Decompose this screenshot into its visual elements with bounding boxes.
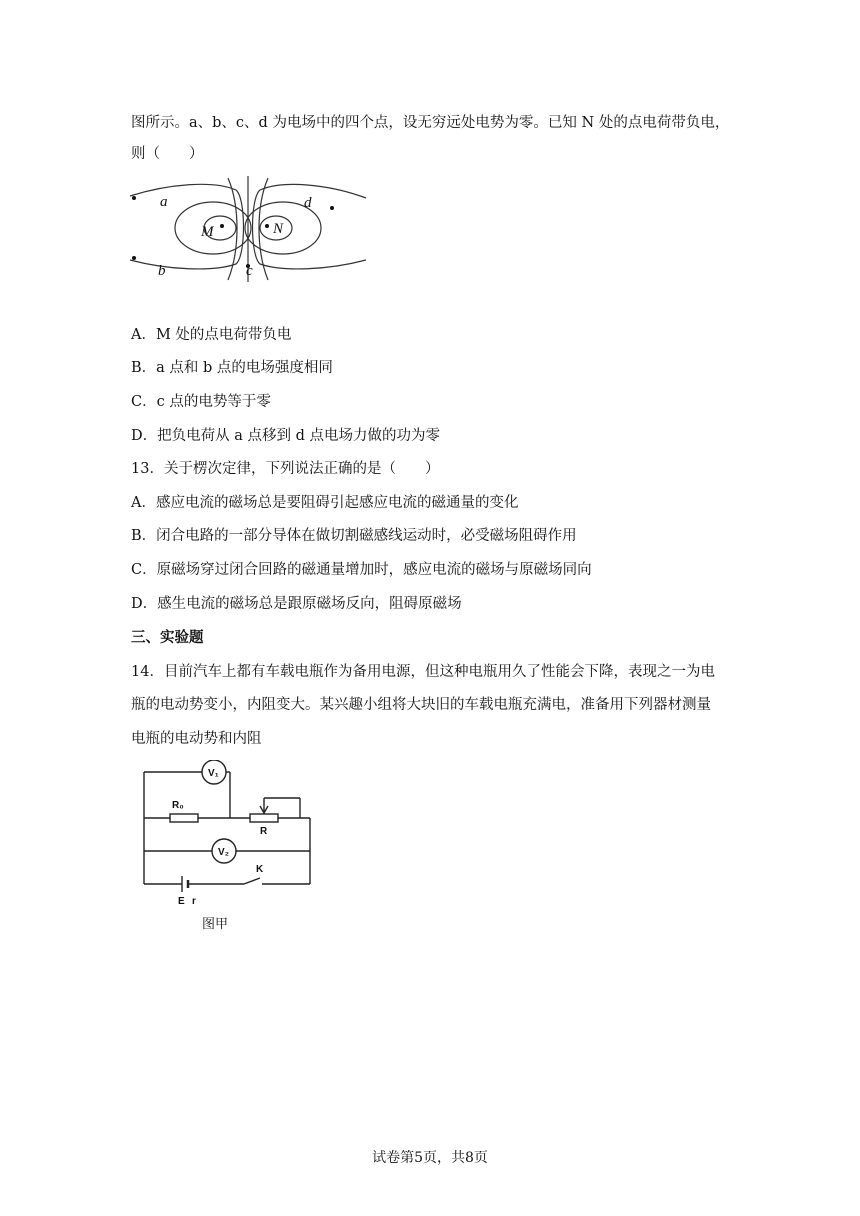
label-K: K — [256, 864, 264, 875]
q12-stem-line1: 图所示。a、b、c、d 为电场中的四个点，设无穷远处电势为零。已知 N 处的点电荷带负电， — [131, 115, 730, 131]
section-heading: 三、实验题 — [131, 629, 204, 646]
label-V1: V₁ — [208, 768, 219, 779]
q12-option-b: B．a 点和 b 点的电场强度相同 — [131, 360, 333, 376]
circuit-caption: 图甲 — [202, 917, 229, 932]
q14-line2: 瓶的电动势变小，内阻变大。某兴趣小组将大块旧的车载电瓶充满电，准备用下列器材测量 — [131, 697, 711, 713]
label-r: r — [192, 896, 196, 907]
q13-option-c: C．原磁场穿过闭合回路的磁通量增加时，感应电流的磁场与原磁场同向 — [131, 562, 592, 578]
q12-option-d: D．把负电荷从 a 点移到 d 点电场力做的功为零 — [131, 428, 440, 444]
label-E: E — [178, 896, 185, 907]
circuit-figure — [132, 760, 322, 938]
q13-stem: 13．关于楞次定律，下列说法正确的是（ ） — [131, 461, 440, 477]
electric-field-figure — [128, 176, 368, 282]
label-b: b — [158, 263, 166, 279]
q12-option-a: A．M 处的点电荷带负电 — [131, 327, 292, 343]
label-a: a — [160, 194, 168, 210]
q13-option-a: A．感应电流的磁场总是要阻碍引起感应电流的磁通量的变化 — [131, 495, 519, 511]
q13-option-b: B．闭合电路的一部分导体在做切割磁感线运动时，必受磁场阻碍作用 — [131, 528, 577, 544]
q12-option-c: C．c 点的电势等于零 — [131, 394, 271, 410]
label-V2: V₂ — [218, 847, 230, 858]
q13-option-d: D．感生电流的磁场总是跟原磁场反向，阻碍原磁场 — [131, 596, 462, 612]
page-footer: 试卷第5页，共8页 — [372, 1150, 488, 1166]
label-M: M — [201, 224, 214, 240]
label-R: R — [260, 826, 268, 837]
label-c: c — [246, 263, 253, 279]
label-N: N — [273, 221, 284, 237]
q14-line3: 电瓶的电动势和内阻 — [131, 731, 262, 747]
q12-stem-line2: 则（ ） — [131, 146, 204, 162]
q14-line1: 14．目前汽车上都有车载电瓶作为备用电源，但这种电瓶用久了性能会下降，表现之一为电 — [131, 664, 715, 680]
label-R0: R₀ — [172, 800, 184, 811]
label-d: d — [304, 195, 312, 211]
